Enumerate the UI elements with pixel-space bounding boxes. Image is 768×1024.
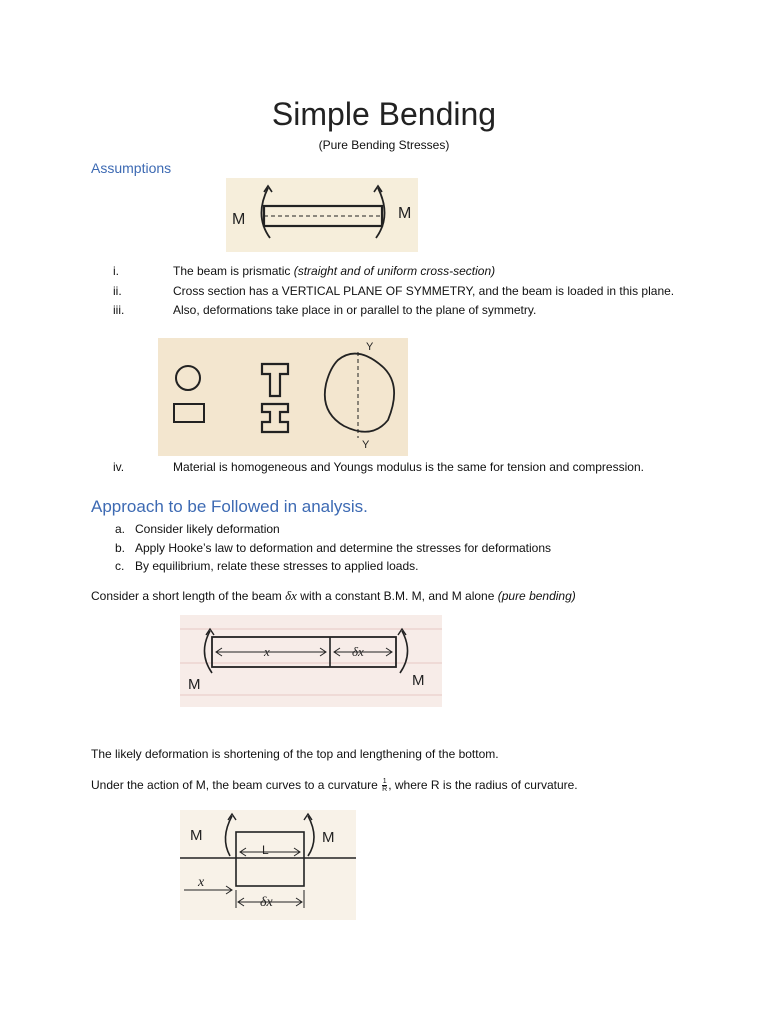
beam-moment-sketch [226,178,418,252]
assumption-1: i. The beam is prismatic (straight and of uniform cross-section) [113,264,496,278]
x-label: x [198,875,205,890]
cross-sections-sketch [158,338,408,456]
x-label: x [264,644,270,659]
moment-label-left: M [232,211,246,228]
curvature-fraction: $\frac{1}{R}$ [382,778,388,794]
moment-label-left: M [190,827,203,844]
dx-label: δx [260,895,273,910]
assumption-4: iv. Material is homogeneous and Youngs modulus is the same for tension and compression. [113,460,644,474]
assumption-2: ii. Cross section has a VERTICAL PLANE OF SYMMETRY, and the beam is loaded in this plane. [113,284,675,298]
short-length-text: Consider a short length of the beam δx with a constant B.M. M, and M alone (pure bending) [91,588,576,603]
page-subtitle: (Pure Bending Stresses) [318,138,450,152]
moment-label-left: M [188,676,201,693]
curvature-element-sketch [180,810,356,920]
moment-label-right: M [412,672,425,689]
moment-label-right: M [322,829,335,846]
deformation-text: The likely deformation is shortening of the top and lengthening of the bottom. [91,747,499,761]
assumption-3: iii. Also, deformations take place in or parallel to the plane of symmetry. [113,303,537,317]
page-title: Simple Bending [271,96,497,132]
dx-label: δx [352,644,364,659]
axis-label-top: Y [366,341,374,353]
approach-heading: Approach to be Followed in analysis. [91,497,368,516]
moment-label-right: M [398,205,412,222]
approach-step-a: a. Consider likely deformation [115,522,280,536]
axis-label-bottom: Y [362,439,370,451]
approach-step-c: c. By equilibrium, relate these stresses to applied loads. [115,559,419,573]
l-label: L [262,843,269,857]
beam-segment-sketch [180,615,442,707]
approach-step-b: b. Apply Hooke’s law to deformation and determine the stresses for deformations [115,541,551,555]
curvature-text: Under the action of M, the beam curves to a curvature $\frac{1}{R}$ , where R is the radius of curvature. [91,778,578,794]
assumptions-heading: Assumptions [91,160,172,176]
